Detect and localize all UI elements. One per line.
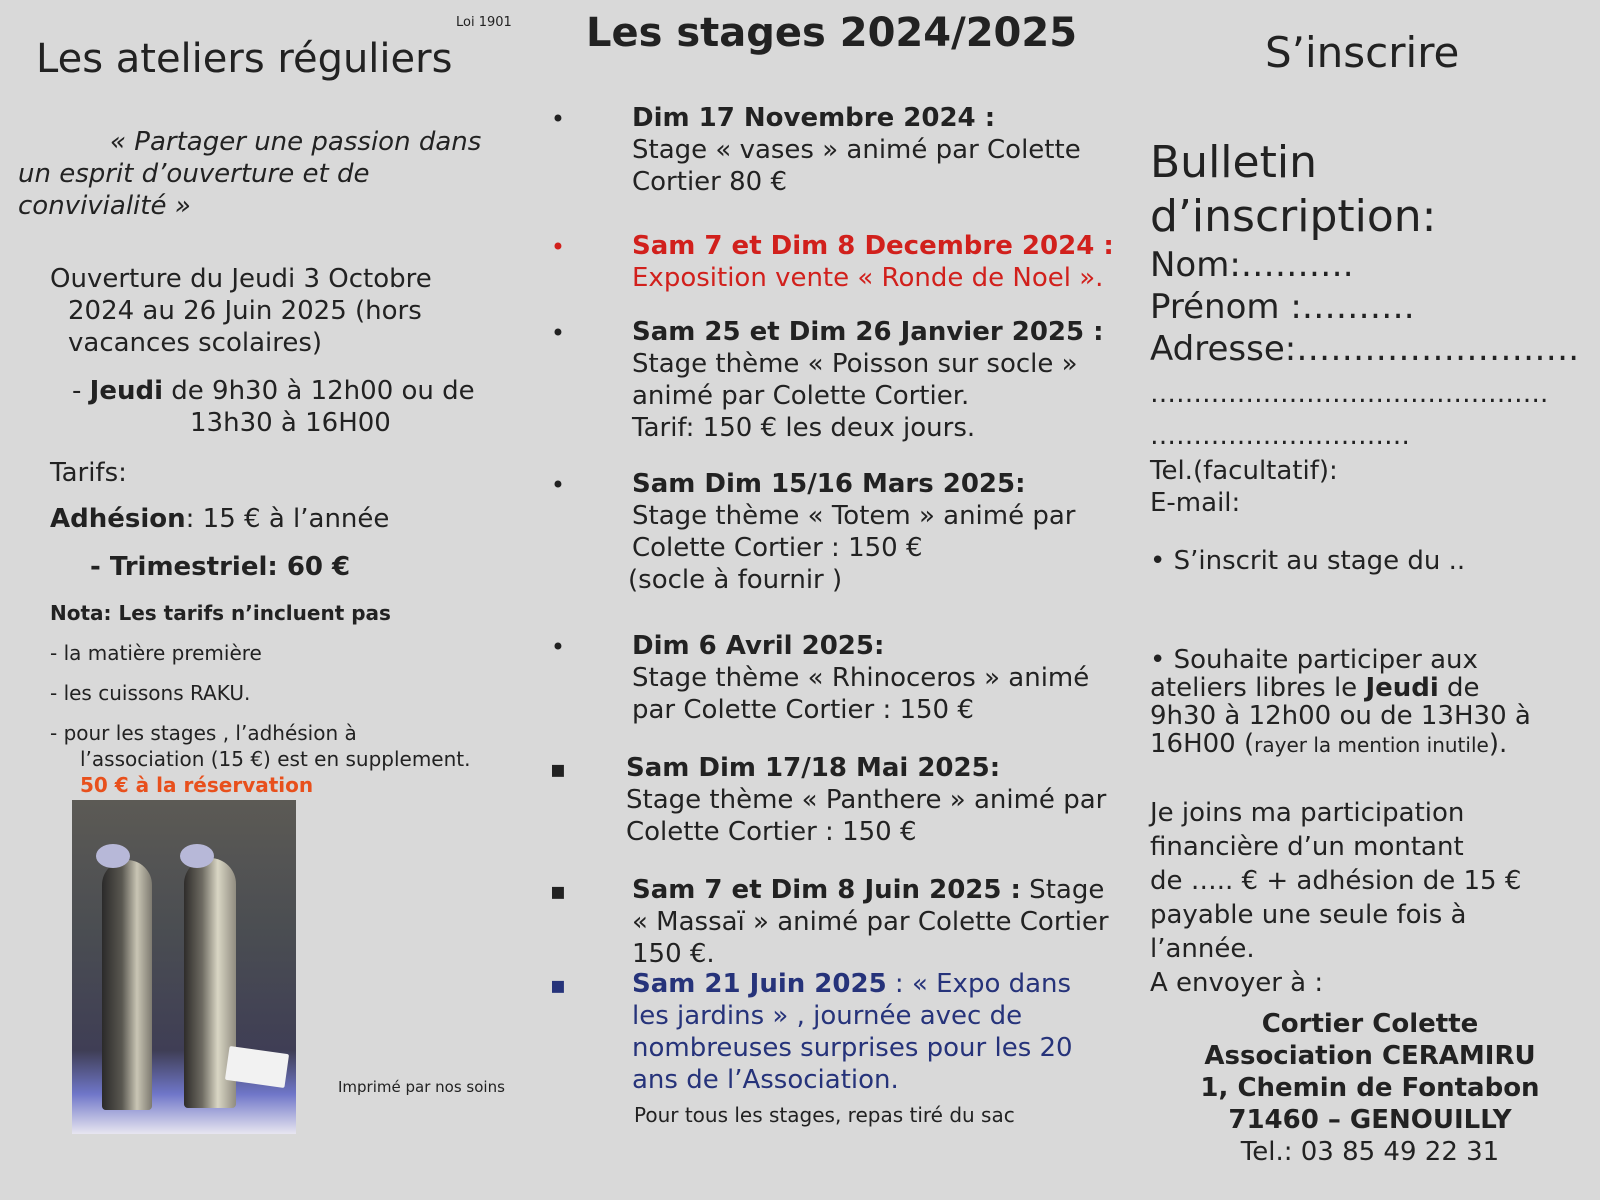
stage-date-line: [632, 630, 1089, 662]
stage-date-line: [632, 468, 1076, 500]
joins-line-4: payable une seule fois à: [1150, 900, 1467, 930]
schedule-line-2: 13h30 à 16H00: [190, 408, 391, 438]
hat-right: [180, 844, 214, 868]
stage-item: [632, 230, 1114, 294]
stage-choice: • S’inscrit au stage du ..: [1150, 546, 1466, 576]
stage-bullet: ▪: [549, 755, 567, 783]
stage-item: [632, 968, 1073, 1096]
nom-field[interactable]: Nom:……….: [1150, 245, 1354, 285]
left-title: Les ateliers réguliers: [36, 36, 453, 82]
hat-left: [96, 844, 130, 868]
prenom-field[interactable]: Prénom :……….: [1150, 287, 1415, 327]
stage-detail-line: Cortier 80 €: [632, 167, 788, 197]
loi-label: Loi 1901: [456, 15, 512, 30]
joins-line-3: de ….. € + adhésion de 15 €: [1150, 866, 1522, 896]
stage-date-suffix: : « Expo dans: [886, 969, 1072, 999]
opening-line-1: Ouverture du Jeudi 3 Octobre: [50, 264, 432, 294]
stage-detail-line: Exposition vente « Ronde de Noel ».: [632, 263, 1104, 293]
address-street: 1, Chemin de Fontabon: [1200, 1073, 1540, 1103]
stage-detail-line: ans de l’Association.: [632, 1065, 899, 1095]
tel-field[interactable]: Tel.(facultatif):: [1150, 456, 1338, 486]
stage-detail-line: Stage thème « Poisson sur socle »: [632, 349, 1078, 379]
adresse-dots-1: ……………………………………….: [1150, 379, 1549, 409]
ateliers-text: ateliers libres le: [1150, 673, 1366, 703]
ceramic-statues-photo: [72, 800, 296, 1134]
stage-detail-line: (socle à fournir ): [628, 565, 843, 595]
stage-date: Sam 21 Juin 2025: [632, 969, 887, 999]
stage-date-suffix: Stage: [1020, 875, 1105, 905]
stage-detail-line: les jardins » , journée avec de: [632, 1001, 1023, 1031]
stage-bullet: •: [550, 105, 566, 133]
joins-line-5: l’année.: [1150, 934, 1255, 964]
stage-date-line: [632, 102, 1081, 134]
adresse-field[interactable]: Adresse:…………………….: [1150, 329, 1580, 369]
joins-line-1: Je joins ma participation: [1150, 798, 1465, 828]
stage-item: [632, 874, 1109, 970]
stage-date: Dim 6 Avril 2025:: [632, 631, 885, 661]
opening-line-3: vacances scolaires): [68, 328, 323, 358]
schedule-prefix: -: [72, 376, 90, 406]
stage-detail-line: Colette Cortier : 150 €: [632, 533, 923, 563]
stages-title: Les stages 2024/2025: [586, 10, 1078, 56]
stage-date: Sam Dim 17/18 Mai 2025:: [626, 753, 1001, 783]
stage-detail-line: Stage « vases » animé par Colette: [632, 135, 1081, 165]
ateliers-line-4: [1150, 730, 1507, 759]
stage-item: [628, 468, 1076, 596]
email-field[interactable]: E-mail:: [1150, 488, 1241, 518]
stage-bullet: •: [550, 233, 566, 261]
nota-item-3b: l’association (15 €) est en supplement.: [80, 747, 471, 771]
bulletin-line-2: d’inscription:: [1150, 191, 1437, 242]
adhesion-value: : 15 € à l’année: [185, 504, 390, 534]
stage-date: Sam Dim 15/16 Mars 2025:: [632, 469, 1026, 499]
ateliers-line-2: [1150, 674, 1480, 702]
ateliers-time: 16H00 (: [1150, 729, 1255, 759]
inscrire-title: S’inscrire: [1265, 28, 1460, 77]
stage-date: Sam 25 et Dim 26 Janvier 2025 :: [632, 317, 1104, 347]
reservation-note: 50 € à la réservation: [80, 773, 314, 797]
stage-detail-line: Tarif: 150 € les deux jours.: [632, 413, 976, 443]
stage-bullet: ▪: [549, 877, 567, 905]
stage-bullet: •: [550, 633, 566, 661]
stage-bullet: •: [550, 471, 566, 499]
ateliers-line-3: 9h30 à 12h00 ou de 13H30 à: [1150, 701, 1531, 731]
tarifs-label: Tarifs:: [50, 458, 127, 488]
address-phone: Tel.: 03 85 49 22 31: [1240, 1137, 1500, 1167]
ateliers-end: ).: [1488, 729, 1508, 759]
stage-date-line: [632, 968, 1073, 1000]
printed-note: Imprimé par nos soins: [338, 1078, 505, 1096]
schedule-times: de 9h30 à 12h00 ou de: [163, 376, 475, 406]
schedule-day: Jeudi: [89, 376, 163, 406]
stage-detail-line: 150 €.: [632, 939, 715, 969]
stage-detail-line: Colette Cortier : 150 €: [626, 817, 917, 847]
joins-line-2: financière d’un montant: [1150, 832, 1464, 862]
stage-item: [626, 752, 1106, 848]
envoyer-label: A envoyer à :: [1150, 968, 1324, 998]
stage-detail-line: animé par Colette Cortier.: [632, 381, 970, 411]
ateliers-line-1: • Souhaite participer aux: [1150, 645, 1478, 675]
quote: « Partager une passion dans un esprit d’ouverture et de convivialité »: [18, 127, 482, 221]
stage-item: [632, 630, 1089, 726]
schedule-line-1: [72, 376, 475, 407]
nota-item-1: - la matière première: [50, 641, 262, 665]
stage-date-line: [626, 752, 1106, 784]
stage-detail-line: Stage thème « Rhinoceros » animé: [632, 663, 1090, 693]
nota-item-3a: - pour les stages , l’adhésion à: [50, 721, 357, 745]
address-name: Cortier Colette: [1261, 1009, 1479, 1039]
stage-detail-line: Stage thème « Panthere » animé par: [626, 785, 1107, 815]
stage-date: Dim 17 Novembre 2024 :: [632, 103, 996, 133]
stage-detail-line: Stage thème « Totem » animé par: [632, 501, 1076, 531]
nota-item-2: - les cuissons RAKU.: [50, 681, 251, 705]
stage-bullet: ▪: [549, 971, 567, 999]
stage-date-line: [632, 874, 1109, 906]
ateliers-mention: rayer la mention inutile: [1254, 733, 1489, 757]
stage-detail-line: par Colette Cortier : 150 €: [632, 695, 974, 725]
stage-item: [632, 316, 1104, 444]
opening-line-2: 2024 au 26 Juin 2025 (hors: [68, 296, 422, 326]
stage-item: [632, 102, 1081, 198]
address-association: Association CERAMIRU: [1204, 1041, 1536, 1071]
stage-date-line: [632, 230, 1114, 262]
statue-left: [102, 860, 152, 1110]
ateliers-de: de: [1438, 673, 1480, 703]
stage-bullet: •: [550, 319, 566, 347]
stage-date-line: [632, 316, 1104, 348]
adresse-dots-2: …………………………: [1150, 421, 1410, 451]
address-city: 71460 – GENOUILLY: [1228, 1105, 1512, 1135]
stage-date: Sam 7 et Dim 8 Decembre 2024 :: [632, 231, 1114, 261]
stages-footer: Pour tous les stages, repas tiré du sac: [634, 1103, 1015, 1127]
trimestriel-line: - Trimestriel: 60 €: [90, 552, 351, 582]
adhesion-line: [50, 504, 389, 535]
adhesion-label: Adhésion: [50, 504, 186, 534]
stage-detail-line: nombreuses surprises pour les 20: [632, 1033, 1073, 1063]
address-block: [1150, 1008, 1590, 1168]
nota-line: Nota: Les tarifs n’incluent pas: [50, 601, 391, 625]
bulletin-line-1: Bulletin: [1150, 137, 1317, 188]
ateliers-day: Jeudi: [1365, 673, 1439, 703]
stage-detail-line: « Massaï » animé par Colette Cortier: [632, 907, 1109, 937]
stage-date: Sam 7 et Dim 8 Juin 2025 :: [632, 875, 1021, 905]
